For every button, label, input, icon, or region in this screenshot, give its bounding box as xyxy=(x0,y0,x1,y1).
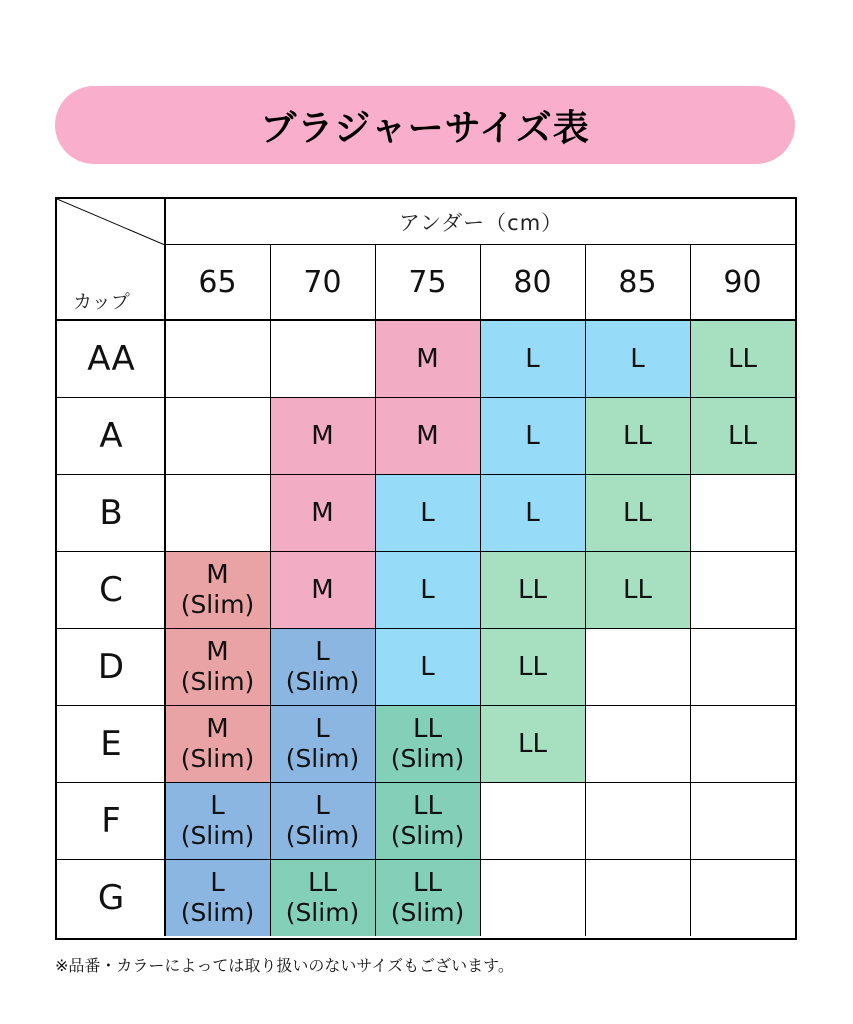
size-cell xyxy=(165,474,270,551)
size-value: L xyxy=(210,790,225,821)
size-cell xyxy=(375,474,480,551)
size-value: LL xyxy=(623,420,652,451)
size-value: L xyxy=(315,790,330,821)
grid-line xyxy=(57,474,795,475)
size-cell xyxy=(165,551,270,628)
under-band-header: 90 xyxy=(723,264,762,300)
size-cell xyxy=(270,397,375,474)
size-cell xyxy=(165,782,270,859)
size-cell xyxy=(270,320,375,397)
size-value: LL xyxy=(728,420,757,451)
size-value: M xyxy=(311,497,334,528)
size-cell xyxy=(165,628,270,705)
grid-line xyxy=(690,244,691,936)
size-cell xyxy=(690,628,795,705)
size-cell xyxy=(375,705,480,782)
under-band-header: 65 xyxy=(198,264,237,300)
size-cell xyxy=(165,320,270,397)
size-cell xyxy=(585,705,690,782)
size-cell xyxy=(480,397,585,474)
size-cell xyxy=(270,782,375,859)
cup-row-header: E xyxy=(100,723,122,764)
size-cell xyxy=(585,397,690,474)
grid-line xyxy=(585,244,586,936)
size-value: M xyxy=(206,636,229,667)
cup-row-header: A xyxy=(99,415,123,456)
fit-variant: (Slim) xyxy=(285,743,360,773)
size-cell xyxy=(270,474,375,551)
under-band-header: 80 xyxy=(513,264,552,300)
size-value: L xyxy=(420,497,435,528)
fit-variant: (Slim) xyxy=(180,897,255,927)
size-value: LL xyxy=(413,713,442,744)
size-cell xyxy=(270,859,375,936)
size-value: LL xyxy=(518,651,547,682)
size-cell xyxy=(690,859,795,936)
grid-line xyxy=(57,319,795,321)
grid-line xyxy=(480,244,481,936)
under-band-label: アンダー（cm） xyxy=(398,210,564,235)
size-value: LL xyxy=(413,790,442,821)
size-value: L xyxy=(315,636,330,667)
size-value: LL xyxy=(518,574,547,605)
size-cell xyxy=(375,551,480,628)
size-value: L xyxy=(525,420,540,451)
size-cell xyxy=(375,320,480,397)
size-value: LL xyxy=(728,343,757,374)
under-band-header: 70 xyxy=(303,264,342,300)
size-value: LL xyxy=(518,728,547,759)
size-cell xyxy=(270,551,375,628)
fit-variant: (Slim) xyxy=(180,666,255,696)
size-value: L xyxy=(525,343,540,374)
cup-row-header: D xyxy=(97,646,125,687)
size-cell xyxy=(270,705,375,782)
grid-line xyxy=(57,859,795,860)
size-value: L xyxy=(420,651,435,682)
fit-variant: (Slim) xyxy=(180,743,255,773)
size-value: LL xyxy=(623,574,652,605)
grid-line xyxy=(164,199,166,936)
size-value: L xyxy=(420,574,435,605)
grid-line xyxy=(270,244,271,936)
size-cell xyxy=(585,320,690,397)
fit-variant: (Slim) xyxy=(390,897,465,927)
size-value: M xyxy=(416,343,439,374)
size-cell xyxy=(480,782,585,859)
grid-line xyxy=(57,782,795,783)
cup-row-header: B xyxy=(99,492,123,533)
size-cell xyxy=(690,551,795,628)
fit-variant: (Slim) xyxy=(285,666,360,696)
fit-variant: (Slim) xyxy=(390,743,465,773)
size-value: M xyxy=(206,713,229,744)
page-title: ブラジャーサイズ表 xyxy=(260,107,590,149)
size-cell xyxy=(375,782,480,859)
corner-cell xyxy=(57,199,165,320)
size-cell xyxy=(270,628,375,705)
fit-variant: (Slim) xyxy=(285,897,360,927)
footnote: ※品番・カラーによっては取り扱いのないサイズもございます。 xyxy=(55,956,514,975)
size-value: L xyxy=(630,343,645,374)
grid-line xyxy=(57,705,795,706)
corner-diagonal xyxy=(57,199,165,247)
cup-row-header: C xyxy=(99,569,123,610)
size-value: M xyxy=(206,559,229,590)
size-value: LL xyxy=(623,497,652,528)
size-cell xyxy=(585,474,690,551)
cup-row-header: AA xyxy=(87,338,135,379)
under-band-header: 85 xyxy=(618,264,657,300)
size-table xyxy=(55,197,797,940)
size-cell xyxy=(585,628,690,705)
size-value: M xyxy=(416,420,439,451)
size-cell xyxy=(480,320,585,397)
size-cell xyxy=(585,782,690,859)
grid-line xyxy=(57,628,795,629)
under-band-header: 75 xyxy=(408,264,447,300)
size-value: LL xyxy=(413,867,442,898)
size-cell xyxy=(480,705,585,782)
size-value: LL xyxy=(308,867,337,898)
fit-variant: (Slim) xyxy=(390,820,465,850)
fit-variant: (Slim) xyxy=(180,589,255,619)
size-cell xyxy=(375,628,480,705)
size-cell xyxy=(690,397,795,474)
size-value: L xyxy=(315,713,330,744)
grid-line xyxy=(57,551,795,552)
cup-label: カップ xyxy=(73,291,130,313)
size-value: M xyxy=(311,420,334,451)
size-cell xyxy=(585,859,690,936)
fit-variant: (Slim) xyxy=(180,820,255,850)
size-cell xyxy=(480,859,585,936)
size-value: M xyxy=(311,574,334,605)
size-cell xyxy=(165,705,270,782)
size-cell xyxy=(480,551,585,628)
size-cell xyxy=(480,474,585,551)
size-value: L xyxy=(525,497,540,528)
size-cell xyxy=(585,551,690,628)
size-cell xyxy=(690,705,795,782)
size-cell xyxy=(480,628,585,705)
title-banner xyxy=(55,86,795,164)
cup-row-header: F xyxy=(101,800,121,841)
fit-variant: (Slim) xyxy=(285,820,360,850)
size-cell xyxy=(375,859,480,936)
size-cell xyxy=(690,320,795,397)
size-cell xyxy=(165,859,270,936)
size-cell xyxy=(165,397,270,474)
size-cell xyxy=(375,397,480,474)
grid-line xyxy=(57,397,795,398)
size-cell xyxy=(690,782,795,859)
cup-row-header: G xyxy=(97,877,125,918)
grid-line xyxy=(375,244,376,936)
size-cell xyxy=(690,474,795,551)
size-value: L xyxy=(210,867,225,898)
